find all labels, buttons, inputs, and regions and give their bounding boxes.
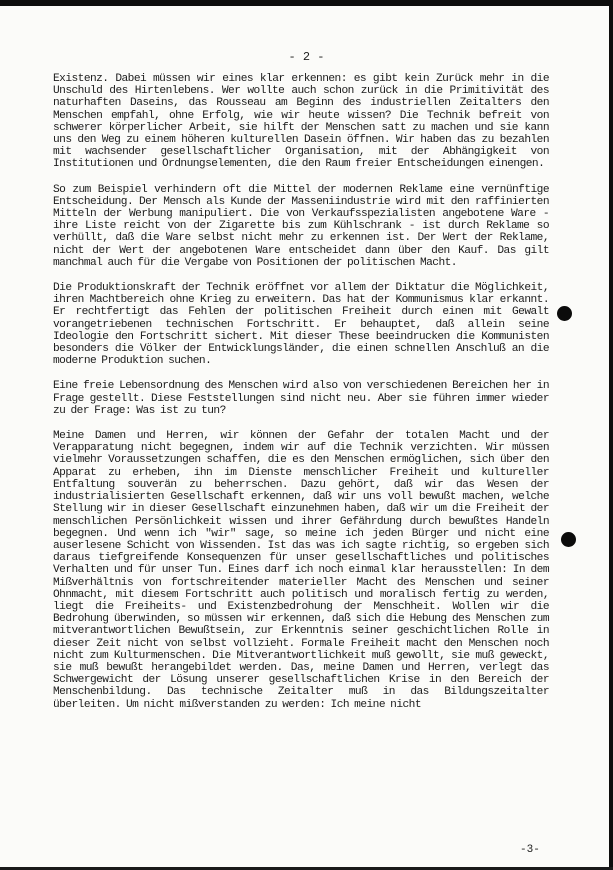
paragraph: Eine freie Lebensordnung des Menschen wird also von verschiedenen Bereichen her in Frage gestellt. Diese Feststellungen sind nicht neu. Aber sie führen immer wieder zu der Frage: Was ist zu tun? [53, 380, 549, 417]
page-number: - 2 - [288, 50, 325, 64]
paragraph: Die Produktionskraft der Technik eröffnet vor allem der Diktatur die Möglichkeit, ihren Machtbereich ohne Krieg zu erweitern. Das hat der Kommunismus klar erkannt. Er rechtfertigt das Fehlen der politischen Freiheit durch einen mit Gewalt vorangetriebenen technischen Fortschritt. Er behauptet, daß allein seine Ideologie den Fortschritt sichert. Mit dieser These beeindrucken die Kommunisten besonders die Völker der Entwicklungsländer, die einen schnellen Anschluß an die moderne Produktion suchen. [53, 282, 549, 368]
paragraph: Meine Damen und Herren, wir können der Gefahr der totalen Macht und der Verapparatung nicht begegnen, indem wir auf die Technik verzichten. Wir müssen vielmehr Voraussetzungen schaffen, die es den Menschen ermöglichen, sich über den Apparat zu erheben, ihn im Dienste menschlicher Freiheit und kultureller Entfaltung souverän zu beherrschen. Dazu gehört, daß wir das Wesen der industrialisierten Gesellschaft erkennen, daß wir uns voll bewußt machen, welche Stellung wir in dieser Gesellschaft einzunehmen haben, daß wir um die Freiheit der menschlichen Persönlichkeit wissen und ihrer Gefährdung durch bewußtes Handeln begegnen. Und wenn ich "wir" sage, so meine ich jeden Bürger und nicht eine auserlesene Schicht von Wissenden. Ist das was ich sagte richtig, so ergeben sich daraus tiefgreifende Konsequenzen für unser gesellschaftliches und politisches Verhalten und für unser Tun. Eines darf ich noch einmal klar herausstellen: In dem Mißverhältnis von fortschreitender materieller Macht des Menschen und seiner Ohnmacht, mit diesem Fortschritt auch politisch und moralisch fertig zu werden, liegt die Freiheits- und Existenzbedrohung der Menschheit. Wollen wir die Bedrohung überwinden, so müssen wir erkennen, daß sich die Hebung des Menschen zum mitverantwortlichen Bewußtsein, zur Erkenntnis seiner geschichtlichen Rolle in dieser Zeit nicht von selbst vollzieht. Formale Freiheit macht den Menschen noch nicht zum Kulturmenschen. Die Mitverantwortlichkeit muß gewollt, sie muß geweckt, sie muß bewußt herangebildet werden. Das, meine Damen und Herren, verlegt das Schwergewicht der Lösung unserer gesellschaftlichen Krise in den Bereich der Menschenbildung. Das technische Zeitalter muß in das Bildungszeitalter überleiten. Um nicht mißverstanden zu werden: Ich meine nicht [53, 430, 549, 711]
paragraph: Existenz. Dabei müssen wir eines klar erkennen: es gibt kein Zurück mehr in die Unschuld des Hirtenlebens. Wer wollte auch schon zurück in die Primitivität des naturhaften Daseins, das Rousseau am Beginn des industriellen Zeitalters den Menschen empfahl, ohne Erfolg, wie wir heute wissen? Die Technik befreit von schwerer körperlicher Arbeit, sie hilft der Menschen satt zu machen und sie kann uns den Weg zu einem höheren kulturellen Dasein öffnen. Wir haben das zu bezahlen mit wachsender gesellschaftlicher Organisation, mit der Abhängigkeit von Institutionen und Ordnungselementen, die den Raum freier Entscheidungen einengen. [53, 73, 549, 171]
scan-edge-right [609, 0, 613, 870]
paragraph: So zum Beispiel verhindern oft die Mittel der modernen Reklame eine vernünftige Entscheidung. Der Mensch als Kunde der Masseniindustrie wird mit den raffinierten Mitteln der Werbung manipuliert. Die von Verkaufsspezialisten angebotene Ware - ihre Liste reicht von der Zigarette bis zum Kühlschrank - ist durch Reklame so verhüllt, daß die Ware selbst nicht mehr zu erkennen ist. Der Wert der Reklame, nicht der Wert der angebotenen Ware entscheidet dann über den Kauf. Das gilt manchmal auch für die Vergabe von Positionen der politischen Macht. [53, 183, 549, 269]
continuation-marker: -3- [520, 844, 540, 856]
punch-hole [561, 532, 576, 547]
body-text [53, 73, 549, 724]
scan-edge-top [0, 0, 613, 6]
punch-hole [557, 306, 572, 321]
